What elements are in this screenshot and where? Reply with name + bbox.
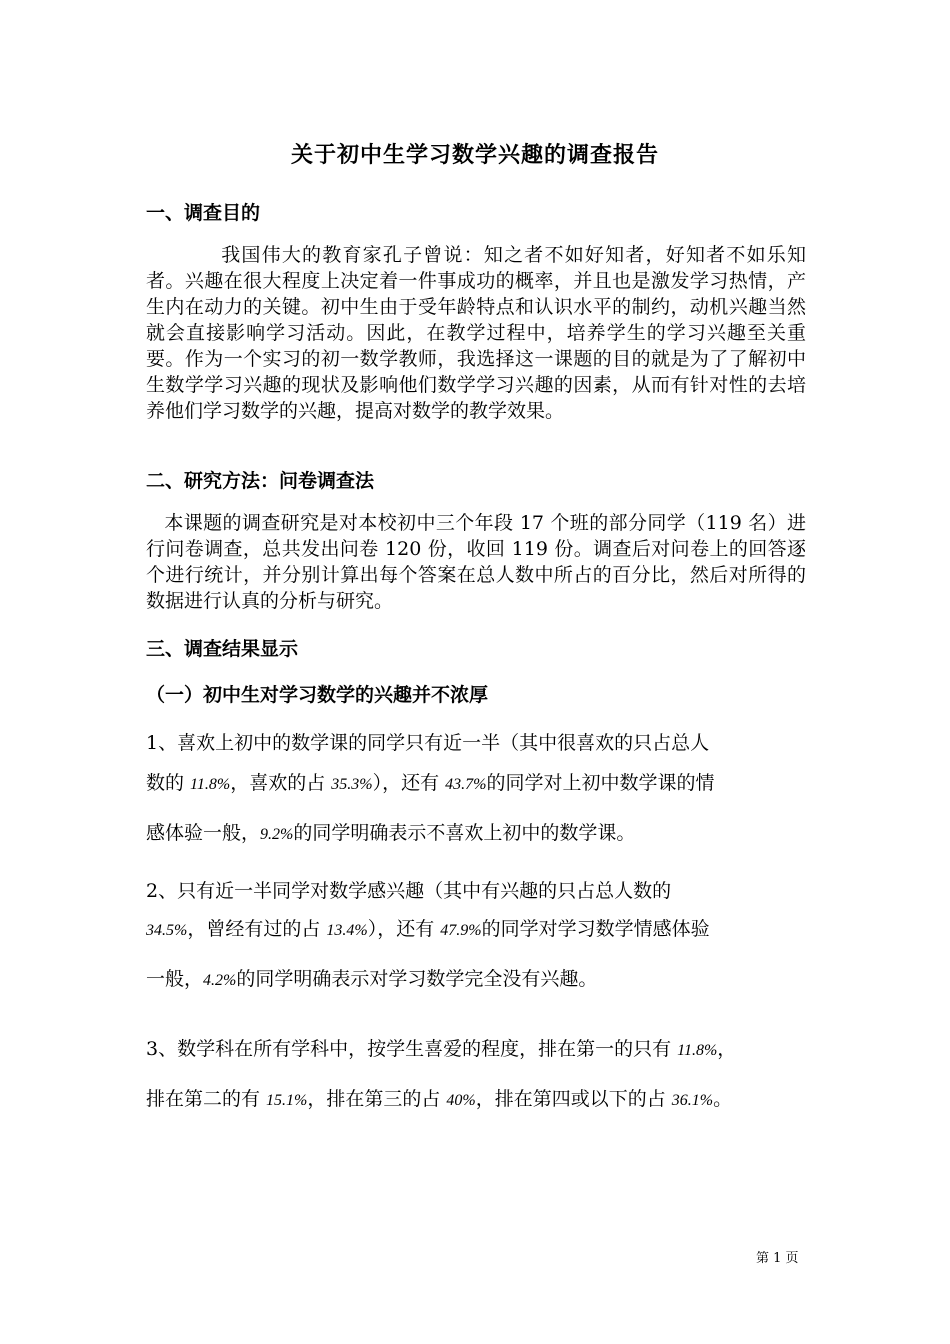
- result-item-2-line-3: 一般，4.2%的同学明确表示对学习数学完全没有兴趣。: [146, 968, 598, 990]
- page-number: 第 1 页: [756, 1251, 799, 1266]
- result-item-2-line-1: 2、只有近一半同学对数学感兴趣（其中有兴趣的只占总人数的: [146, 880, 672, 902]
- paragraph-purpose-text: 我国伟大的教育家孔子曾说：知之者不如好知者，好知者不如乐知者。兴趣在很大程度上决定着一件事成功的概率，并且也是激发学习热情，产生内在动力的关键。初中生由于受年龄特点和认识水平的制约，动机兴趣当然就会直接影响学习活动。因此，在教学过程中，培养学生的学习兴趣至关重要。作为一个实习的初一数学教师，我选择这一课题的目的就是为了了解初中生数学学习兴趣的现状及影响他们数学学习兴趣的因素，从而有针对性的去培养他们学习数学的兴趣，提高对数学的教学效果。: [146, 244, 806, 422]
- result-item-1-line-3: 感体验一般，9.2%的同学明确表示不喜欢上初中的数学课。: [146, 822, 636, 844]
- page-title: 关于初中生学习数学兴趣的调查报告: [290, 143, 659, 168]
- paragraph-method: [146, 510, 806, 614]
- paragraph-method-text: 本课题的调查研究是对本校初中三个年段 17 个班的部分同学（119 名）进行问卷调查，总共发出问卷 120 份，收回 119 份。调查后对问卷上的回答逐个进行统计，并分别计算出每个答案在总人数中所占的百分比，然后对所得的数据进行认真的分析与研究。: [146, 512, 806, 612]
- result-item-3-line-2: 排在第二的有 15.1%，排在第三的占 40%，排在第四或以下的占 36.1%。: [146, 1088, 733, 1110]
- section-heading-results: 三、调查结果显示: [146, 638, 299, 660]
- paragraph-purpose: [146, 242, 806, 424]
- result-item-3-line-1: 3、数学科在所有学科中，按学生喜爱的程度，排在第一的只有 11.8%，: [146, 1038, 737, 1060]
- subsection-heading: （一）初中生对学习数学的兴趣并不浓厚: [146, 684, 489, 706]
- result-item-2-line-2: 34.5%，曾经有过的占 13.4%），还有 47.9%的同学对学习数学情感体验: [146, 918, 710, 940]
- result-item-1-line-1: 1、喜欢上初中的数学课的同学只有近一半（其中很喜欢的只占总人: [146, 732, 710, 754]
- section-heading-method: 二、研究方法：问卷调查法: [146, 470, 375, 492]
- section-heading-purpose: 一、调查目的: [146, 202, 261, 224]
- result-item-1-line-2: 数的 11.8%，喜欢的占 35.3%），还有 43.7%的同学对上初中数学课的情: [146, 772, 715, 794]
